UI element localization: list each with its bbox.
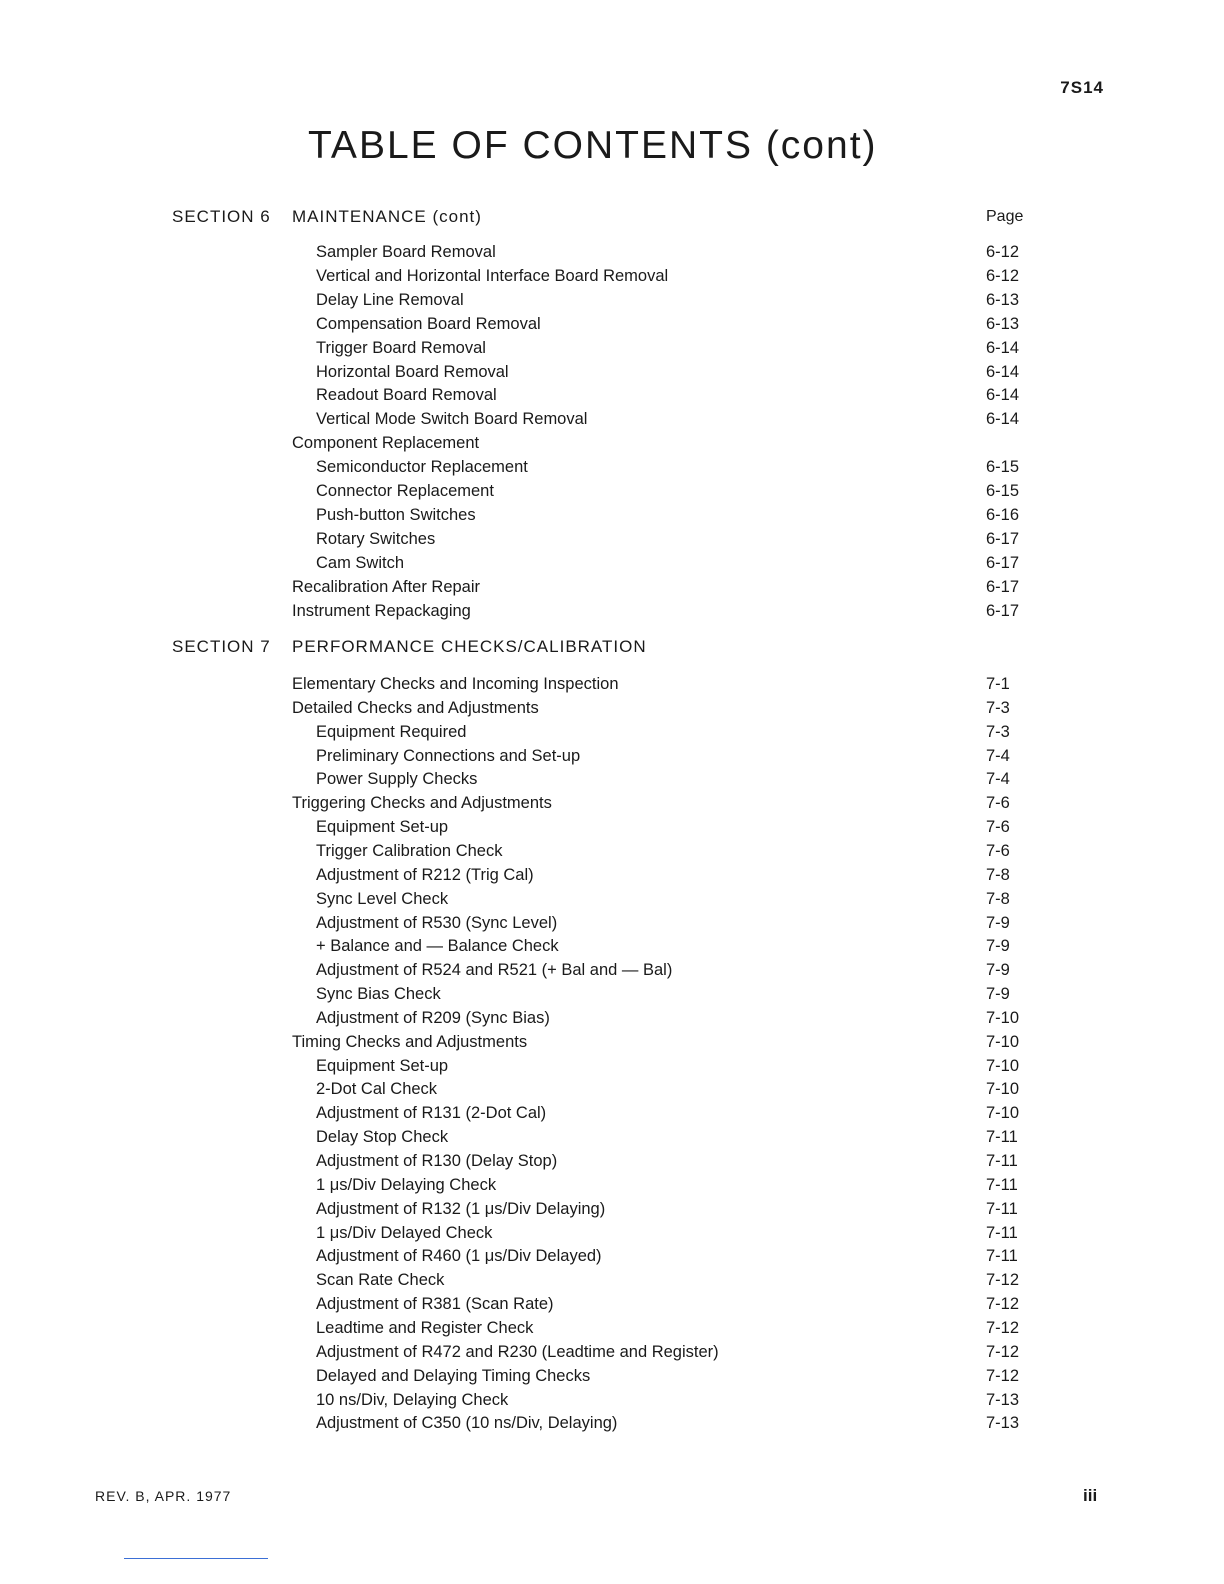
toc-entry-title: Power Supply Checks xyxy=(316,770,478,789)
toc-entry xyxy=(0,575,1224,599)
toc-entry-title: Connector Replacement xyxy=(316,482,494,500)
toc-entry-title: Sync Bias Check xyxy=(316,985,441,1004)
toc-entry-title: Instrument Repackaging xyxy=(292,601,471,620)
toc-entry-title: Elementary Checks and Incoming Inspection xyxy=(292,675,619,693)
toc-entry-page: 7-9 xyxy=(986,961,1010,980)
toc-entry-page: 6-13 xyxy=(986,290,1020,309)
toc-entry xyxy=(0,815,1224,839)
toc-entry-page: 7-10 xyxy=(986,1080,1020,1099)
toc-entry-title: 2-Dot Cal Check xyxy=(316,1080,438,1099)
toc-entry-title: Equipment Set-up xyxy=(316,1056,449,1075)
toc-entry-title: Adjustment of R460 (1 μs/Div Delayed) xyxy=(316,1247,602,1266)
toc-entry-title: Equipment Required xyxy=(316,722,467,741)
section-7-label: SECTION 7 xyxy=(172,637,271,656)
toc-entry xyxy=(0,431,1224,455)
toc-entry-page: 7-3 xyxy=(986,698,1010,717)
footer-rule xyxy=(124,1558,268,1559)
toc-entry xyxy=(0,455,1224,479)
section-7-title: PERFORMANCE CHECKS/CALIBRATION xyxy=(292,637,647,656)
toc-entry xyxy=(0,1149,1224,1173)
toc-entry-title: Adjustment of R131 (2-Dot Cal) xyxy=(316,1104,547,1123)
revision-note: REV. B, APR. 1977 xyxy=(95,1488,232,1504)
toc-entry xyxy=(0,312,1224,336)
toc-entry-title: Timing Checks and Adjustments xyxy=(292,1032,528,1051)
toc-entry-title: Semiconductor Replacement xyxy=(316,458,528,477)
toc-entry-page: 7-11 xyxy=(986,1175,1018,1194)
toc-entry-title: Adjustment of R209 (Sync Bias) xyxy=(316,1008,550,1027)
toc-entry xyxy=(0,1006,1224,1030)
toc-entry-page: 6-14 xyxy=(986,410,1020,429)
toc-entry xyxy=(0,1388,1224,1412)
toc-entry xyxy=(0,839,1224,863)
toc-entry xyxy=(0,1101,1224,1125)
toc-entry-page: 7-11 xyxy=(986,1152,1018,1170)
toc-entry-title: Adjustment of R132 (1 μs/Div Delaying) xyxy=(316,1199,606,1218)
toc-entry-title: + Balance and — Balance Check xyxy=(316,937,559,956)
toc-entry-title: Adjustment of R212 (Trig Cal) xyxy=(316,865,534,884)
toc-entry-title: Adjustment of R530 (Sync Level) xyxy=(316,913,558,932)
toc-entry xyxy=(0,1054,1224,1078)
page-title: TABLE OF CONTENTS (cont) xyxy=(308,124,878,167)
toc-entry-page: 6-14 xyxy=(986,338,1020,357)
toc-entry-title: Compensation Board Removal xyxy=(316,314,541,333)
toc-entry-page: 7-4 xyxy=(986,746,1010,765)
toc-entry xyxy=(0,1197,1224,1221)
toc-entry xyxy=(0,503,1224,527)
toc-entry-title: Recalibration After Repair xyxy=(292,577,481,596)
toc-entry xyxy=(0,1244,1224,1268)
section-6-label: SECTION 6 xyxy=(172,207,271,226)
toc-entry xyxy=(0,1125,1224,1149)
toc-entry-page: 7-11 xyxy=(986,1199,1018,1218)
toc-entry xyxy=(0,1340,1224,1364)
document-id: 7S14 xyxy=(1060,78,1104,97)
toc-entry-page: 6-15 xyxy=(986,458,1020,477)
toc-entry-title: Readout Board Removal xyxy=(316,386,497,405)
toc-entry xyxy=(0,383,1224,407)
toc-entry xyxy=(0,672,1224,696)
toc-entry xyxy=(0,1173,1224,1197)
toc-entry-title: Scan Rate Check xyxy=(316,1271,445,1290)
toc-entry-title: Push-button Switches xyxy=(316,505,476,524)
toc-entry xyxy=(0,479,1224,503)
toc-entry xyxy=(0,982,1224,1006)
toc-entry-page: 7-8 xyxy=(986,865,1010,884)
toc-entry-title: Triggering Checks and Adjustments xyxy=(292,794,552,813)
toc-entry-page: 6-17 xyxy=(986,577,1020,596)
toc-entry-title: Trigger Calibration Check xyxy=(316,841,503,860)
toc-entry-title: Horizontal Board Removal xyxy=(316,362,509,381)
toc-entry-title: Sync Level Check xyxy=(316,889,449,908)
toc-entry xyxy=(0,336,1224,360)
toc-entry-page: 6-15 xyxy=(986,482,1020,500)
toc-entry-page: 7-10 xyxy=(986,1032,1020,1051)
toc-entry-page: 6-17 xyxy=(986,553,1020,572)
toc-entry xyxy=(0,887,1224,911)
toc-entry xyxy=(0,767,1224,791)
toc-entry-page: 7-8 xyxy=(986,889,1010,908)
toc-entry xyxy=(0,264,1224,288)
toc-entry-title: Vertical Mode Switch Board Removal xyxy=(316,410,588,429)
toc-entry xyxy=(0,720,1224,744)
toc-entry xyxy=(0,1268,1224,1292)
toc-entry-title: 1 μs/Div Delaying Check xyxy=(316,1175,497,1194)
section-6-title: MAINTENANCE (cont) xyxy=(292,207,482,226)
toc-entry xyxy=(0,1316,1224,1340)
toc-entry-title: Adjustment of R524 and R521 (+ Bal and — Bal) xyxy=(316,961,673,980)
toc-entry-title: Preliminary Connections and Set-up xyxy=(316,746,581,765)
toc-entry-page: 7-4 xyxy=(986,770,1010,789)
toc-entry-title: Vertical and Horizontal Interface Board Removal xyxy=(316,266,669,285)
toc-entry-title: Component Replacement xyxy=(292,434,480,453)
toc-entry-page: 7-10 xyxy=(986,1056,1020,1075)
toc-entry-page: 7-3 xyxy=(986,722,1010,741)
toc-entry xyxy=(0,934,1224,958)
page-number: iii xyxy=(1083,1486,1098,1505)
toc-entry-page: 7-6 xyxy=(986,841,1010,860)
toc-entry-title: Sampler Board Removal xyxy=(316,243,496,261)
toc-entry-page: 6-17 xyxy=(986,529,1020,548)
toc-entry-page: 7-11 xyxy=(986,1247,1018,1266)
toc-entry-page: 7-11 xyxy=(986,1223,1018,1242)
toc-entry-title: 1 μs/Div Delayed Check xyxy=(316,1223,493,1242)
toc-entry-title: Leadtime and Register Check xyxy=(316,1318,534,1337)
toc-entry-title: Cam Switch xyxy=(316,553,405,572)
toc-entry xyxy=(0,1030,1224,1054)
toc-entry-page: 7-6 xyxy=(986,794,1010,813)
toc-entry-page: 7-10 xyxy=(986,1104,1020,1123)
toc-entry xyxy=(0,1292,1224,1316)
toc-entry-page: 7-12 xyxy=(986,1342,1020,1361)
toc-entry-title: Delayed and Delaying Timing Checks xyxy=(316,1366,591,1385)
toc-entry-page: 7-12 xyxy=(986,1295,1020,1314)
toc-entry-page: 7-9 xyxy=(986,913,1010,932)
toc-entry xyxy=(0,1364,1224,1388)
toc-entry-page: 7-9 xyxy=(986,937,1010,956)
toc-entry xyxy=(0,1221,1224,1245)
toc-entry xyxy=(0,1077,1224,1101)
toc-entry-page: 7-12 xyxy=(986,1271,1020,1290)
toc-entry-page: 7-10 xyxy=(986,1008,1020,1027)
toc-entry xyxy=(0,551,1224,575)
toc-entry-page: 7-13 xyxy=(986,1414,1020,1433)
toc-entry-page: 6-14 xyxy=(986,362,1020,381)
toc-entry-page: 7-12 xyxy=(986,1318,1020,1337)
toc-entry-title: 10 ns/Div, Delaying Check xyxy=(316,1390,509,1409)
toc-entry-page: 6-13 xyxy=(986,314,1020,333)
toc-entry-title: Equipment Set-up xyxy=(316,818,449,837)
toc-entry xyxy=(0,240,1224,264)
toc-entry-page: 7-12 xyxy=(986,1366,1020,1385)
toc-entry-title: Delay Line Removal xyxy=(316,290,464,309)
toc-entry-title: Rotary Switches xyxy=(316,529,436,548)
toc-entry xyxy=(0,958,1224,982)
toc-entry-title: Adjustment of R472 and R230 (Leadtime and Register) xyxy=(316,1342,719,1361)
toc-entry-title: Adjustment of R130 (Delay Stop) xyxy=(316,1152,558,1170)
page-column-header: Page xyxy=(986,208,1024,225)
toc-entry-page: 7-1 xyxy=(986,675,1010,693)
toc-entry xyxy=(0,863,1224,887)
toc-entry xyxy=(0,360,1224,384)
toc-entry-page: 6-12 xyxy=(986,266,1020,285)
toc-entry-page: 7-13 xyxy=(986,1390,1020,1409)
toc-entry xyxy=(0,527,1224,551)
toc-entry-title: Delay Stop Check xyxy=(316,1128,449,1147)
toc-entry xyxy=(0,911,1224,935)
toc-entry xyxy=(0,407,1224,431)
toc-entry xyxy=(0,744,1224,768)
toc-entry xyxy=(0,791,1224,815)
toc-entry-title: Detailed Checks and Adjustments xyxy=(292,698,539,717)
toc-entry-page: 6-17 xyxy=(986,601,1020,620)
toc-entry-page: 7-6 xyxy=(986,818,1010,837)
toc-entry-page: 7-9 xyxy=(986,985,1010,1004)
toc-entry-page: 6-16 xyxy=(986,505,1020,524)
toc-entry-title: Adjustment of R381 (Scan Rate) xyxy=(316,1295,554,1314)
toc-entry-page: 7-11 xyxy=(986,1128,1018,1147)
toc-entry xyxy=(0,599,1224,623)
toc-entry-title: Adjustment of C350 (10 ns/Div, Delaying) xyxy=(316,1414,618,1433)
toc-entry xyxy=(0,1411,1224,1435)
toc-entry xyxy=(0,696,1224,720)
toc-entry-title: Trigger Board Removal xyxy=(316,338,486,357)
toc-entry-page: 6-12 xyxy=(986,243,1020,261)
toc-entry-page: 6-14 xyxy=(986,386,1020,405)
toc-entry xyxy=(0,288,1224,312)
